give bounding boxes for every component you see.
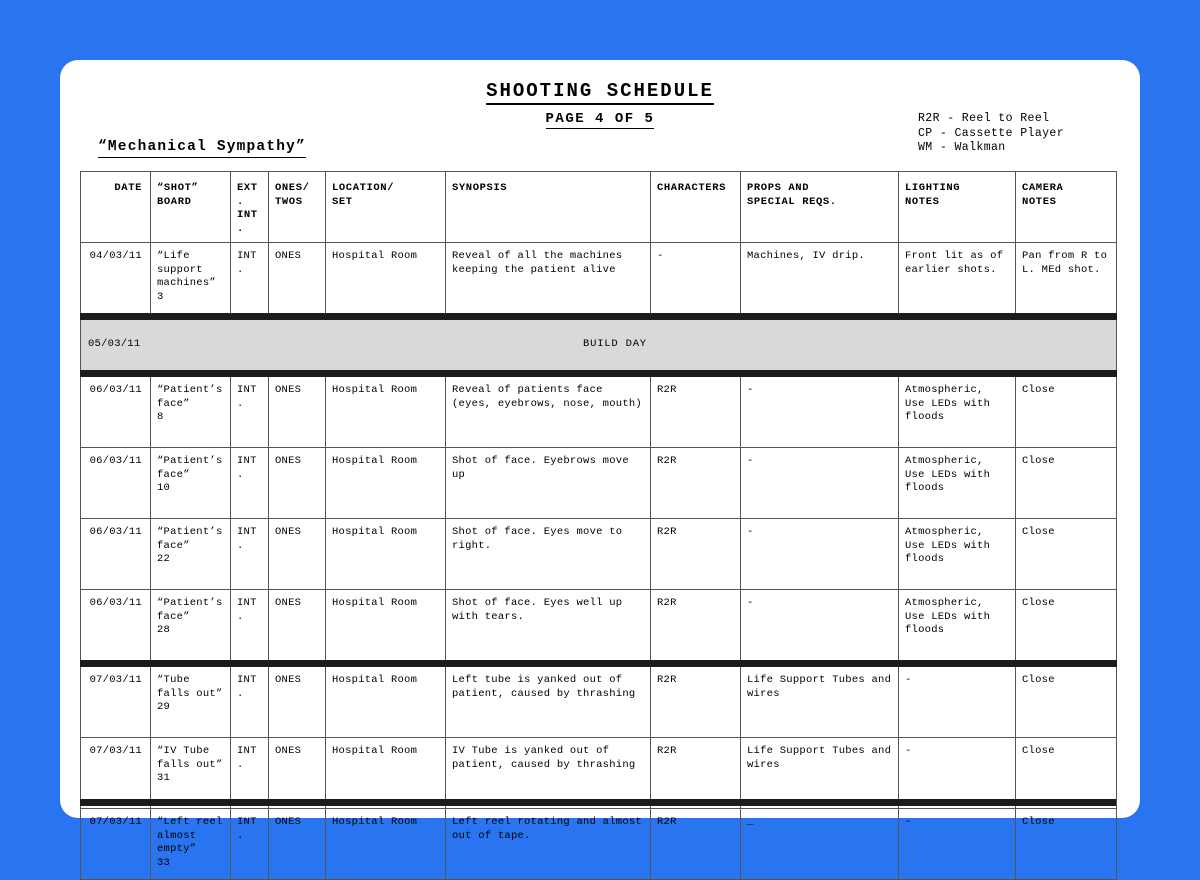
cell-ones-twos: ONES (269, 738, 326, 809)
cell-props: - (741, 374, 899, 448)
table-bottom-rule (80, 799, 1116, 806)
cell-ones-twos: ONES (269, 243, 326, 317)
cell-location: Hospital Room (326, 448, 446, 519)
abbreviation-legend: R2R - Reel to Reel CP - Cassette Player WM - Walkman (918, 112, 1065, 154)
cell-camera: Close (1016, 664, 1117, 738)
cell-characters: R2R (651, 809, 741, 880)
build-day-row (81, 317, 1117, 374)
cell-ones-twos: ONES (269, 519, 326, 590)
column-header-camera: CAMERA NOTES (1016, 172, 1117, 243)
cell-location: Hospital Room (326, 519, 446, 590)
column-header-ext-int: EXT. INT. (231, 172, 269, 243)
cell-lighting: Atmospheric, Use LEDs with floods (899, 519, 1016, 590)
table-header-row (81, 172, 1117, 243)
cell-location: Hospital Room (326, 374, 446, 448)
column-header-props: PROPS AND SPECIAL REQS. (741, 172, 899, 243)
cell-lighting: Atmospheric, Use LEDs with floods (899, 374, 1016, 448)
cell-characters: R2R (651, 519, 741, 590)
cell-ext-int: INT. (231, 243, 269, 317)
cell-camera: Close (1016, 738, 1117, 809)
cell-synopsis: Reveal of patients face (eyes, eyebrows, nose, mouth) (446, 374, 651, 448)
shooting-schedule-table (80, 171, 1117, 880)
cell-synopsis: Shot of face. Eyes move to right. (446, 519, 651, 590)
column-header-synopsis: SYNOPSIS (446, 172, 651, 243)
project-title-text: “Mechanical Sympathy” (98, 139, 306, 158)
cell-props: Life Support Tubes and wires (741, 738, 899, 809)
page-title-text: SHOOTING SCHEDULE (486, 80, 714, 105)
cell-camera: Close (1016, 590, 1117, 664)
cell-characters: R2R (651, 738, 741, 809)
cell-camera: Pan from R to L. MEd shot. (1016, 243, 1117, 317)
column-header-date: DATE (81, 172, 151, 243)
cell-ones-twos: ONES (269, 664, 326, 738)
table-row (81, 590, 1117, 664)
cell-ext-int: INT. (231, 590, 269, 664)
cell-shot-board: “Patient’s face” 8 (151, 374, 231, 448)
cell-synopsis: Left reel rotating and almost out of tape. (446, 809, 651, 880)
cell-synopsis: Left tube is yanked out of patient, caused by thrashing (446, 664, 651, 738)
cell-lighting: - (899, 809, 1016, 880)
cell-characters: R2R (651, 374, 741, 448)
table-row (81, 738, 1117, 809)
cell-characters: R2R (651, 590, 741, 664)
cell-synopsis: Reveal of all the machines keeping the patient alive (446, 243, 651, 317)
cell-ext-int: INT. (231, 519, 269, 590)
build-day-date: 05/03/11 (88, 338, 141, 350)
column-header-shot-board: “SHOT” BOARD (151, 172, 231, 243)
build-day-cell (81, 317, 1117, 374)
cell-location: Hospital Room (326, 809, 446, 880)
cell-ext-int: INT. (231, 738, 269, 809)
cell-ext-int: INT. (231, 809, 269, 880)
project-title (98, 139, 306, 155)
column-header-location: LOCATION/ SET (326, 172, 446, 243)
cell-shot-board: “Life support machines” 3 (151, 243, 231, 317)
cell-ones-twos: ONES (269, 374, 326, 448)
cell-ext-int: INT. (231, 374, 269, 448)
cell-characters: R2R (651, 448, 741, 519)
cell-date: 06/03/11 (81, 374, 151, 448)
cell-characters: R2R (651, 664, 741, 738)
cell-ones-twos: ONES (269, 809, 326, 880)
table-body (81, 243, 1117, 880)
table-row (81, 809, 1117, 880)
cell-shot-board: “Left reel almost empty” 33 (151, 809, 231, 880)
cell-camera: Close (1016, 809, 1117, 880)
cell-ext-int: INT. (231, 448, 269, 519)
cell-camera: Close (1016, 519, 1117, 590)
column-header-ones-twos: ONES/ TWOS (269, 172, 326, 243)
cell-synopsis: Shot of face. Eyebrows move up (446, 448, 651, 519)
cell-date: 06/03/11 (81, 448, 151, 519)
cell-location: Hospital Room (326, 738, 446, 809)
cell-shot-board: “IV Tube falls out” 31 (151, 738, 231, 809)
column-header-lighting: LIGHTING NOTES (899, 172, 1016, 243)
cell-location: Hospital Room (326, 590, 446, 664)
table-row (81, 243, 1117, 317)
table-row (81, 448, 1117, 519)
cell-lighting: Front lit as of earlier shots. (899, 243, 1016, 317)
cell-lighting: Atmospheric, Use LEDs with floods (899, 448, 1016, 519)
build-day-label: BUILD DAY (583, 338, 647, 350)
cell-props: - (741, 519, 899, 590)
cell-location: Hospital Room (326, 243, 446, 317)
cell-camera: Close (1016, 374, 1117, 448)
cell-shot-board: “Patient’s face” 28 (151, 590, 231, 664)
cell-props: - (741, 590, 899, 664)
cell-shot-board: “Tube falls out” 29 (151, 664, 231, 738)
page-title (60, 80, 1140, 102)
cell-characters: - (651, 243, 741, 317)
cell-date: 06/03/11 (81, 590, 151, 664)
page-number-text: PAGE 4 OF 5 (545, 111, 655, 127)
cell-props: - (741, 448, 899, 519)
cell-camera: Close (1016, 448, 1117, 519)
cell-props: Life Support Tubes and wires (741, 664, 899, 738)
table-row (81, 664, 1117, 738)
cell-date: 07/03/11 (81, 738, 151, 809)
cell-date: 04/03/11 (81, 243, 151, 317)
cell-synopsis: Shot of face. Eyes well up with tears. (446, 590, 651, 664)
column-header-characters: CHARACTERS (651, 172, 741, 243)
document-card (60, 60, 1140, 869)
cell-location: Hospital Room (326, 664, 446, 738)
cell-date: 07/03/11 (81, 809, 151, 880)
cell-ones-twos: ONES (269, 590, 326, 664)
cell-lighting: - (899, 664, 1016, 738)
table-row (81, 519, 1117, 590)
cell-synopsis: IV Tube is yanked out of patient, caused by thrashing (446, 738, 651, 809)
table-row (81, 374, 1117, 448)
cell-shot-board: “Patient’s face” 10 (151, 448, 231, 519)
cell-ones-twos: ONES (269, 448, 326, 519)
cell-lighting: Atmospheric, Use LEDs with floods (899, 590, 1016, 664)
cell-ext-int: INT. (231, 664, 269, 738)
schedule-sheet (60, 60, 1140, 869)
cell-shot-board: “Patient’s face” 22 (151, 519, 231, 590)
cell-props: _ (741, 809, 899, 880)
cell-date: 07/03/11 (81, 664, 151, 738)
cell-props: Machines, IV drip. (741, 243, 899, 317)
table-header (81, 172, 1117, 243)
cell-date: 06/03/11 (81, 519, 151, 590)
cell-lighting: - (899, 738, 1016, 809)
